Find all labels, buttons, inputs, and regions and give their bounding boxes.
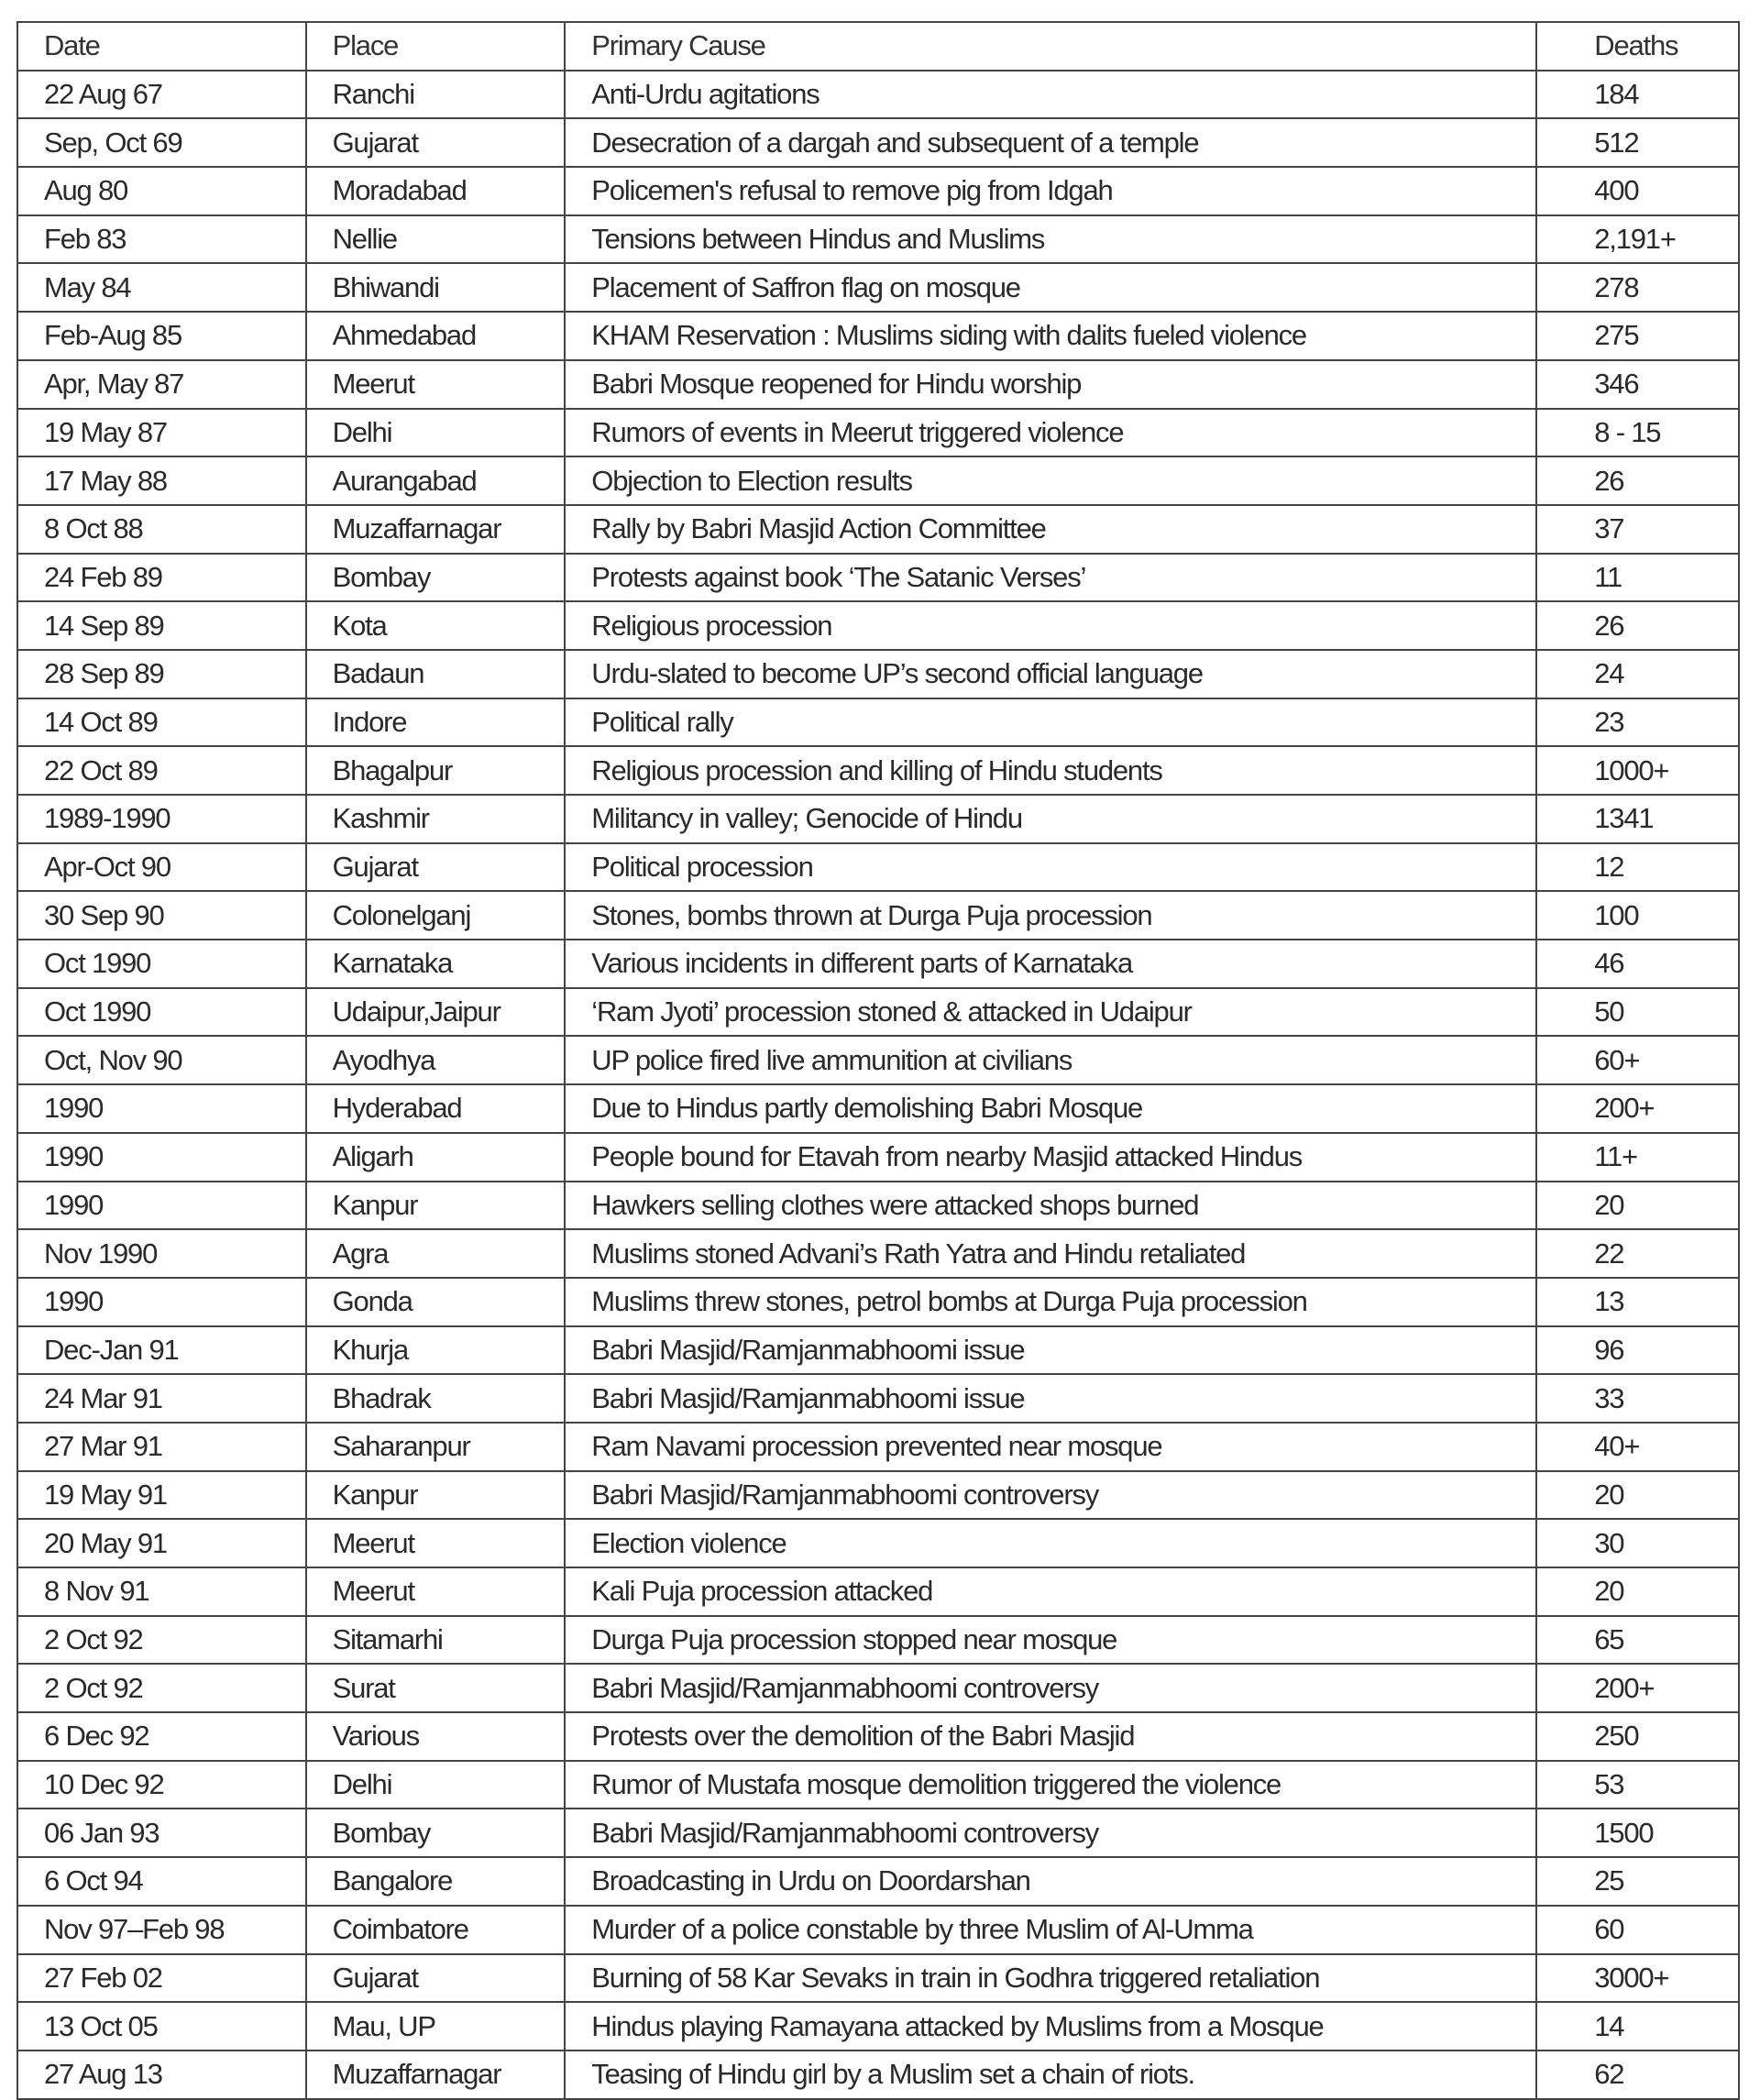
- cause-cell: People bound for Etavah from nearby Masjid attacked Hindus: [565, 1133, 1536, 1182]
- date-cell: 1990: [17, 1182, 306, 1230]
- deaths-cell: 13: [1536, 1278, 1739, 1326]
- table-row: [17, 1664, 1739, 1712]
- deaths-cell: 1000+: [1536, 746, 1739, 795]
- deaths-cell: 26: [1536, 456, 1739, 505]
- date-cell: 27 Mar 91: [17, 1423, 306, 1471]
- table-row: [17, 505, 1739, 554]
- table-row: [17, 2051, 1739, 2099]
- place-cell: Udaipur,Jaipur: [306, 988, 566, 1037]
- deaths-cell: 23: [1536, 698, 1739, 747]
- place-cell: Kashmir: [306, 795, 566, 843]
- cause-cell: Due to Hindus partly demolishing Babri Mosque: [565, 1084, 1536, 1133]
- deaths-cell: 14: [1536, 2002, 1739, 2051]
- table-row: [17, 71, 1739, 119]
- date-cell: 22 Oct 89: [17, 746, 306, 795]
- date-cell: 2 Oct 92: [17, 1616, 306, 1665]
- table-row: [17, 1278, 1739, 1326]
- deaths-cell: 33: [1536, 1374, 1739, 1423]
- deaths-cell: 275: [1536, 312, 1739, 360]
- deaths-cell: 50: [1536, 988, 1739, 1037]
- place-cell: Karnataka: [306, 940, 566, 988]
- place-cell: Muzaffarnagar: [306, 505, 566, 554]
- place-cell: Nellie: [306, 215, 566, 264]
- cause-cell: Babri Masjid/Ramjanmabhoomi issue: [565, 1326, 1536, 1375]
- place-cell: Badaun: [306, 650, 566, 698]
- table-row: [17, 795, 1739, 843]
- date-cell: Oct 1990: [17, 940, 306, 988]
- cause-cell: Protests over the demolition of the Babri Masjid: [565, 1712, 1536, 1761]
- place-cell: Bhagalpur: [306, 746, 566, 795]
- table-row: [17, 1761, 1739, 1809]
- place-cell: Meerut: [306, 1519, 566, 1567]
- deaths-cell: 3000+: [1536, 1954, 1739, 2003]
- deaths-cell: 53: [1536, 1761, 1739, 1809]
- table-row: [17, 1326, 1739, 1375]
- date-cell: 17 May 88: [17, 456, 306, 505]
- cause-cell: Durga Puja procession stopped near mosque: [565, 1616, 1536, 1665]
- table-row: [17, 601, 1739, 650]
- deaths-cell: 11+: [1536, 1133, 1739, 1182]
- date-cell: 27 Aug 13: [17, 2051, 306, 2099]
- deaths-cell: 20: [1536, 1471, 1739, 1520]
- place-cell: Gonda: [306, 1278, 566, 1326]
- date-cell: Aug 80: [17, 167, 306, 215]
- place-cell: Bombay: [306, 1809, 566, 1857]
- place-cell: Mau, UP: [306, 2002, 566, 2051]
- table-row: [17, 1084, 1739, 1133]
- table-row: [17, 1519, 1739, 1567]
- place-cell: Gujarat: [306, 1954, 566, 2003]
- deaths-cell: 346: [1536, 360, 1739, 409]
- date-cell: Apr, May 87: [17, 360, 306, 409]
- place-cell: Surat: [306, 1664, 566, 1712]
- place-cell: Sitamarhi: [306, 1616, 566, 1665]
- date-cell: 24 Mar 91: [17, 1374, 306, 1423]
- place-cell: Various: [306, 1712, 566, 1761]
- place-cell: Indore: [306, 698, 566, 747]
- deaths-cell: 60+: [1536, 1036, 1739, 1084]
- deaths-cell: 46: [1536, 940, 1739, 988]
- place-cell: Kota: [306, 601, 566, 650]
- date-cell: Apr-Oct 90: [17, 843, 306, 892]
- deaths-cell: 200+: [1536, 1084, 1739, 1133]
- table-row: [17, 746, 1739, 795]
- date-cell: Dec-Jan 91: [17, 1326, 306, 1375]
- table-row: [17, 554, 1739, 602]
- date-cell: 22 Aug 67: [17, 71, 306, 119]
- deaths-cell: 12: [1536, 843, 1739, 892]
- place-cell: Khurja: [306, 1326, 566, 1375]
- deaths-cell: 2,191+: [1536, 215, 1739, 264]
- table-row: [17, 360, 1739, 409]
- place-cell: Colonelganj: [306, 891, 566, 940]
- date-cell: 10 Dec 92: [17, 1761, 306, 1809]
- deaths-cell: 1500: [1536, 1809, 1739, 1857]
- table-row: [17, 456, 1739, 505]
- cause-cell: Hindus playing Ramayana attacked by Muslims from a Mosque: [565, 2002, 1536, 2051]
- date-cell: Feb 83: [17, 215, 306, 264]
- table-row: [17, 215, 1739, 264]
- table-row: [17, 312, 1739, 360]
- deaths-cell: 65: [1536, 1616, 1739, 1665]
- date-cell: 19 May 87: [17, 409, 306, 457]
- cause-cell: Rumor of Mustafa mosque demolition triggered the violence: [565, 1761, 1536, 1809]
- table-row: [17, 843, 1739, 892]
- place-cell: Ayodhya: [306, 1036, 566, 1084]
- place-cell: Saharanpur: [306, 1423, 566, 1471]
- date-cell: 8 Oct 88: [17, 505, 306, 554]
- cause-cell: Policemen's refusal to remove pig from Idgah: [565, 167, 1536, 215]
- place-cell: Hyderabad: [306, 1084, 566, 1133]
- date-cell: Nov 97–Feb 98: [17, 1906, 306, 1954]
- table-row: [17, 1954, 1739, 2003]
- table-row: [17, 1712, 1739, 1761]
- place-cell: Gujarat: [306, 843, 566, 892]
- table-row: [17, 1374, 1739, 1423]
- date-cell: 6 Dec 92: [17, 1712, 306, 1761]
- table-row: [17, 698, 1739, 747]
- cause-cell: Militancy in valley; Genocide of Hindu: [565, 795, 1536, 843]
- deaths-cell: 24: [1536, 650, 1739, 698]
- date-cell: 8 Nov 91: [17, 1567, 306, 1616]
- deaths-cell: 25: [1536, 1857, 1739, 1906]
- header-place: Place: [306, 22, 566, 71]
- deaths-cell: 512: [1536, 118, 1739, 167]
- cause-cell: Babri Masjid/Ramjanmabhoomi controversy: [565, 1664, 1536, 1712]
- table-row: [17, 1423, 1739, 1471]
- cause-cell: Broadcasting in Urdu on Doordarshan: [565, 1857, 1536, 1906]
- header-primary-cause: Primary Cause: [565, 22, 1536, 71]
- deaths-cell: 37: [1536, 505, 1739, 554]
- deaths-cell: 184: [1536, 71, 1739, 119]
- place-cell: Coimbatore: [306, 1906, 566, 1954]
- place-cell: Bhiwandi: [306, 263, 566, 312]
- date-cell: Oct, Nov 90: [17, 1036, 306, 1084]
- date-cell: 1989-1990: [17, 795, 306, 843]
- date-cell: 2 Oct 92: [17, 1664, 306, 1712]
- deaths-cell: 1341: [1536, 795, 1739, 843]
- table-row: [17, 1133, 1739, 1182]
- cause-cell: Babri Masjid/Ramjanmabhoomi controversy: [565, 1471, 1536, 1520]
- table-row: [17, 2002, 1739, 2051]
- cause-cell: Election violence: [565, 1519, 1536, 1567]
- date-cell: 1990: [17, 1084, 306, 1133]
- cause-cell: Political rally: [565, 698, 1536, 747]
- table-row: [17, 167, 1739, 215]
- place-cell: Aurangabad: [306, 456, 566, 505]
- date-cell: 06 Jan 93: [17, 1809, 306, 1857]
- cause-cell: Protests against book ‘The Satanic Verses’: [565, 554, 1536, 602]
- table-row: [17, 650, 1739, 698]
- table-row: [17, 1906, 1739, 1954]
- cause-cell: Religious procession: [565, 601, 1536, 650]
- place-cell: Kanpur: [306, 1182, 566, 1230]
- deaths-cell: 96: [1536, 1326, 1739, 1375]
- cause-cell: Anti-Urdu agitations: [565, 71, 1536, 119]
- header-date: Date: [17, 22, 306, 71]
- deaths-cell: 62: [1536, 2051, 1739, 2099]
- cause-cell: Religious procession and killing of Hindu students: [565, 746, 1536, 795]
- table-row: [17, 1471, 1739, 1520]
- date-cell: 19 May 91: [17, 1471, 306, 1520]
- place-cell: Moradabad: [306, 167, 566, 215]
- cause-cell: Babri Mosque reopened for Hindu worship: [565, 360, 1536, 409]
- place-cell: Meerut: [306, 360, 566, 409]
- cause-cell: Ram Navami procession prevented near mosque: [565, 1423, 1536, 1471]
- place-cell: Delhi: [306, 1761, 566, 1809]
- cause-cell: Burning of 58 Kar Sevaks in train in Godhra triggered retaliation: [565, 1954, 1536, 2003]
- cause-cell: Rally by Babri Masjid Action Committee: [565, 505, 1536, 554]
- place-cell: Ranchi: [306, 71, 566, 119]
- cause-cell: Desecration of a dargah and subsequent of a temple: [565, 118, 1536, 167]
- place-cell: Bhadrak: [306, 1374, 566, 1423]
- place-cell: Gujarat: [306, 118, 566, 167]
- deaths-cell: 278: [1536, 263, 1739, 312]
- deaths-cell: 26: [1536, 601, 1739, 650]
- cause-cell: Babri Masjid/Ramjanmabhoomi issue: [565, 1374, 1536, 1423]
- place-cell: Kanpur: [306, 1471, 566, 1520]
- deaths-cell: 100: [1536, 891, 1739, 940]
- cause-cell: Objection to Election results: [565, 456, 1536, 505]
- deaths-cell: 22: [1536, 1229, 1739, 1278]
- place-cell: Muzaffarnagar: [306, 2051, 566, 2099]
- date-cell: 1990: [17, 1278, 306, 1326]
- date-cell: 20 May 91: [17, 1519, 306, 1567]
- date-cell: 13 Oct 05: [17, 2002, 306, 2051]
- table-row: [17, 988, 1739, 1037]
- date-cell: 30 Sep 90: [17, 891, 306, 940]
- place-cell: Bombay: [306, 554, 566, 602]
- deaths-cell: 20: [1536, 1567, 1739, 1616]
- cause-cell: Placement of Saffron flag on mosque: [565, 263, 1536, 312]
- date-cell: Oct 1990: [17, 988, 306, 1037]
- cause-cell: Tensions between Hindus and Muslims: [565, 215, 1536, 264]
- table-row: [17, 1857, 1739, 1906]
- table-row: [17, 1229, 1739, 1278]
- table-row: [17, 1809, 1739, 1857]
- deaths-cell: 40+: [1536, 1423, 1739, 1471]
- cause-cell: Rumors of events in Meerut triggered violence: [565, 409, 1536, 457]
- deaths-cell: 200+: [1536, 1664, 1739, 1712]
- deaths-cell: 8 - 15: [1536, 409, 1739, 457]
- place-cell: Ahmedabad: [306, 312, 566, 360]
- date-cell: 27 Feb 02: [17, 1954, 306, 2003]
- table-row: [17, 118, 1739, 167]
- header-deaths: Deaths: [1536, 22, 1739, 71]
- date-cell: 14 Sep 89: [17, 601, 306, 650]
- place-cell: Meerut: [306, 1567, 566, 1616]
- cause-cell: Urdu-slated to become UP’s second official language: [565, 650, 1536, 698]
- deaths-cell: 60: [1536, 1906, 1739, 1954]
- table-row: [17, 409, 1739, 457]
- cause-cell: UP police fired live ammunition at civilians: [565, 1036, 1536, 1084]
- table-row: [17, 1616, 1739, 1665]
- table-row: [17, 891, 1739, 940]
- cause-cell: Babri Masjid/Ramjanmabhoomi controversy: [565, 1809, 1536, 1857]
- table-row: [17, 940, 1739, 988]
- cause-cell: Various incidents in different parts of Karnataka: [565, 940, 1536, 988]
- deaths-cell: 250: [1536, 1712, 1739, 1761]
- date-cell: 28 Sep 89: [17, 650, 306, 698]
- cause-cell: Kali Puja procession attacked: [565, 1567, 1536, 1616]
- cause-cell: Murder of a police constable by three Muslim of Al-Umma: [565, 1906, 1536, 1954]
- table-row: [17, 1567, 1739, 1616]
- place-cell: Delhi: [306, 409, 566, 457]
- date-cell: 1990: [17, 1133, 306, 1182]
- date-cell: 24 Feb 89: [17, 554, 306, 602]
- cause-cell: Political procession: [565, 843, 1536, 892]
- header-row: [17, 22, 1739, 71]
- deaths-cell: 30: [1536, 1519, 1739, 1567]
- place-cell: Aligarh: [306, 1133, 566, 1182]
- date-cell: 14 Oct 89: [17, 698, 306, 747]
- date-cell: Nov 1990: [17, 1229, 306, 1278]
- date-cell: 6 Oct 94: [17, 1857, 306, 1906]
- cause-cell: Hawkers selling clothes were attacked shops burned: [565, 1182, 1536, 1230]
- table-row: [17, 263, 1739, 312]
- riots-table: [16, 21, 1740, 2100]
- cause-cell: Stones, bombs thrown at Durga Puja procession: [565, 891, 1536, 940]
- deaths-cell: 400: [1536, 167, 1739, 215]
- date-cell: May 84: [17, 263, 306, 312]
- table-row: [17, 1182, 1739, 1230]
- deaths-cell: 11: [1536, 554, 1739, 602]
- place-cell: Bangalore: [306, 1857, 566, 1906]
- place-cell: Agra: [306, 1229, 566, 1278]
- date-cell: Sep, Oct 69: [17, 118, 306, 167]
- cause-cell: KHAM Reservation : Muslims siding with dalits fueled violence: [565, 312, 1536, 360]
- deaths-cell: 20: [1536, 1182, 1739, 1230]
- cause-cell: Teasing of Hindu girl by a Muslim set a chain of riots.: [565, 2051, 1536, 2099]
- cause-cell: ‘Ram Jyoti’ procession stoned & attacked in Udaipur: [565, 988, 1536, 1037]
- table-row: [17, 1036, 1739, 1084]
- cause-cell: Muslims threw stones, petrol bombs at Durga Puja procession: [565, 1278, 1536, 1326]
- cause-cell: Muslims stoned Advani’s Rath Yatra and Hindu retaliated: [565, 1229, 1536, 1278]
- date-cell: Feb-Aug 85: [17, 312, 306, 360]
